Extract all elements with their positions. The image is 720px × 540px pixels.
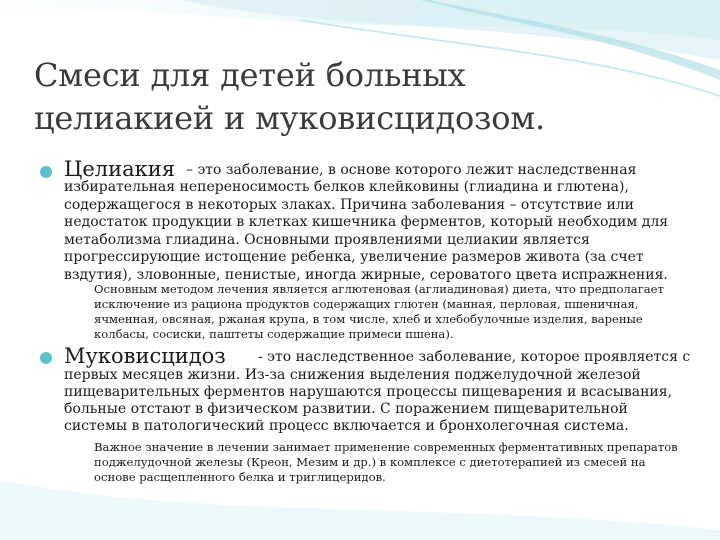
- slide-title-line-1: Смеси для детей больных: [34, 56, 466, 94]
- slide-title-line-2: целиакией и муковисцидозом.: [34, 99, 546, 137]
- cystic-fibrosis-description: первых месяцев жизни. Из-за снижения выделения поджелудочной железой пищеварительных ферментов нарушаются процессы пищеварения и всасывания, больные отстают в физическом развитии. С поражением пищеварительной системы в патологический процесс включается и бронхолегочная система.: [64, 367, 673, 434]
- cystic-fibrosis-term: Муковисцидоз: [64, 344, 226, 368]
- celiac-description: избирательная непереносимость белков клейковины (глиадина и глютена), содержащегося в некоторых злаках. Причина заболевания – отсутствие или недостаток продукции в клетках кишечника ферментов, который необходим для метаболизма глиадина. Основными проявлениями целиакии является прогрессирующие истощение ребенка, увеличение размеров живота (за счет вздутия), зловонные, пенистые, иногда жирные, сероватого цвета испражнения.: [64, 179, 669, 283]
- bullet-icon: [40, 352, 52, 364]
- celiac-term: Целиакия: [64, 157, 175, 181]
- celiac-lead-text: – это заболевание, в основе которого лежит наследственная: [186, 162, 637, 178]
- slide-title: [34, 54, 694, 140]
- cystic-fibrosis-treatment-note: Важное значение в лечении занимает применение современных ферментативных препаратов поджелудочной железы (Креон, Мезим и др.) в комплексе с диетотерапией из смесей на основе расщепленного белка и триглицеридов.: [94, 440, 678, 484]
- celiac-treatment-note: Основным методом лечения является аглютеновая (аглиадиновая) диета, что предполагает исключение из рациона продуктов содержащих глютен (манная, перловая, пшеничная, ячменная, овсяная, ржаная крупа, в том числе, хлеб и хлебобулочные изделия, вареные колбасы, сосиски, паштеты содержащие примеси пшена).: [94, 282, 664, 341]
- bullet-icon: [40, 166, 52, 178]
- cystic-fibrosis-lead-text: - это наследственное заболевание, которое проявляется с: [258, 349, 691, 365]
